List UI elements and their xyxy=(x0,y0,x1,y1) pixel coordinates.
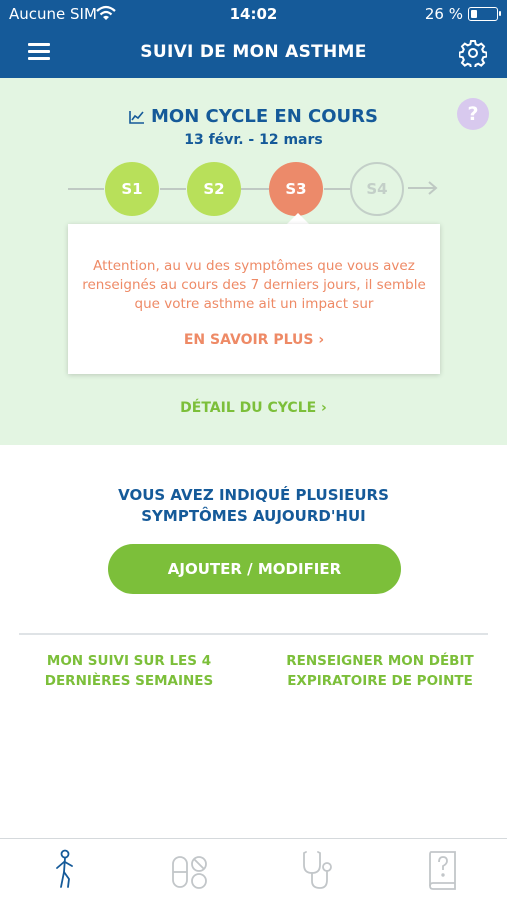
pills-icon xyxy=(167,847,213,893)
divider xyxy=(19,633,488,635)
carrier-label: Aucune SIM xyxy=(9,5,97,23)
timeline-line xyxy=(68,188,104,190)
timeline-line xyxy=(160,188,186,190)
help-button[interactable]: ? xyxy=(457,98,489,130)
clock: 14:02 xyxy=(229,5,278,23)
running-person-icon xyxy=(42,847,88,893)
chart-icon xyxy=(129,110,145,124)
add-modify-button[interactable]: AJOUTER / MODIFIER xyxy=(108,544,401,594)
alert-message: Attention, au vu des symptômes que vous avez renseignés au cours des 7 derniers jours, il semble que votre asthme ait un impact sur xyxy=(82,258,426,312)
settings-button[interactable] xyxy=(459,39,487,67)
arrow-right-icon xyxy=(408,180,440,196)
week-circle-s2[interactable]: S2 xyxy=(187,162,241,216)
tab-treatments[interactable] xyxy=(167,847,213,893)
stethoscope-icon xyxy=(294,847,340,893)
week-circle-s4[interactable]: S4 xyxy=(350,162,404,216)
four-week-tracking-link[interactable]: MON SUIVI SUR LES 4 DERNIÈRES SEMAINES xyxy=(44,653,214,689)
battery-icon xyxy=(468,7,498,21)
tab-faq[interactable] xyxy=(420,847,466,893)
tab-tracking[interactable] xyxy=(42,847,88,893)
tab-consultations[interactable] xyxy=(294,847,340,893)
app-header xyxy=(0,0,507,78)
battery-percent: 26 % xyxy=(424,5,463,23)
peak-flow-entry-link[interactable]: RENSEIGNER MON DÉBIT EXPIRATOIRE DE POINTE xyxy=(286,653,474,689)
week-circle-s3[interactable]: S3 xyxy=(269,162,323,216)
gear-icon xyxy=(459,39,487,67)
page-title: SUIVI DE MON ASTHME xyxy=(140,42,367,62)
tab-bar xyxy=(0,838,507,900)
alert-card xyxy=(68,224,440,374)
learn-more-link[interactable]: EN SAVOIR PLUS › xyxy=(183,332,325,348)
question-book-icon xyxy=(420,847,466,893)
status-bar xyxy=(0,0,507,28)
cycle-dates: 13 févr. - 12 mars xyxy=(184,132,323,148)
week-circle-s1[interactable]: S1 xyxy=(105,162,159,216)
timeline-line xyxy=(241,188,269,190)
cycle-detail-link[interactable]: DÉTAIL DU CYCLE › xyxy=(180,400,327,416)
timeline-line xyxy=(324,188,350,190)
symptoms-message: VOUS AVEZ INDIQUÉ PLUSIEURS SYMPTÔMES AUJOURD'HUI xyxy=(118,486,389,525)
cycle-title: MON CYCLE EN COURS xyxy=(0,106,507,127)
